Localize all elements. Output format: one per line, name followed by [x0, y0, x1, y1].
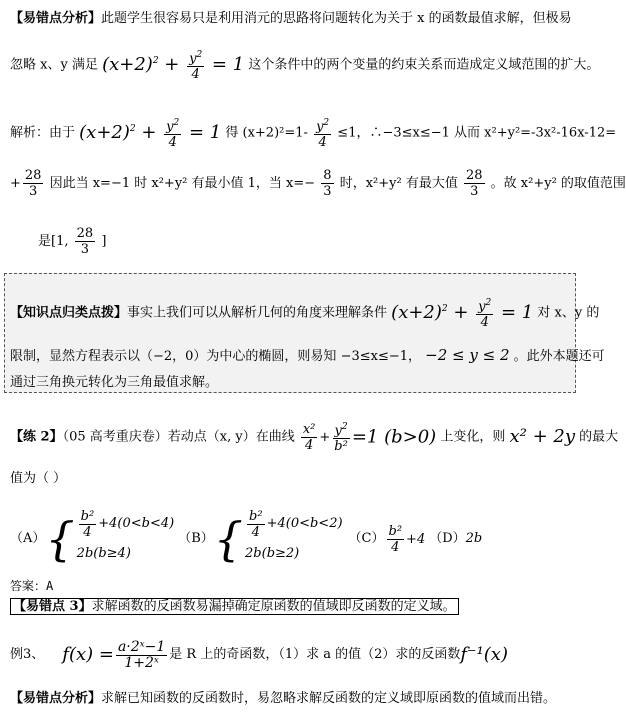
section-tag: 【易错点分析】: [10, 11, 102, 26]
paragraph-text: 求解已知函数的反函数时，易忽略求解反函数的定义域即原函数的值域而出错。: [101, 691, 557, 706]
paragraph-text: 解析：由于: [10, 125, 76, 141]
exercise-line-1: [10, 420, 619, 455]
knowledge-line-1: [10, 296, 600, 331]
paragraph-text: （05 高考重庆卷）若动点（x, y）在曲线: [62, 429, 295, 445]
target-expression: x² + 2y: [509, 426, 576, 448]
error-analysis-final: [10, 688, 570, 710]
paragraph-text: 的最大: [579, 429, 619, 445]
option-c-label: （C）: [348, 531, 385, 546]
paragraph-text: 因此当 x=−1 时 x²+y² 有最小值 1，当 x=−: [49, 176, 316, 191]
option-d-expression: 2b: [465, 531, 483, 546]
fraction-28-3: $\frac{28}{3}$: [465, 168, 483, 199]
paragraph-text: 时，x²+y² 有最大值: [339, 176, 458, 191]
curve-equation: $\frac{\text{x²}}{4}$ + $\frac{y^2}{\text{b²}}$ =1 (b>0): [302, 421, 437, 455]
paragraph-text: 值为（ ）: [10, 471, 67, 486]
paragraph-text: 。故 x²+y² 的取值范围: [490, 176, 626, 191]
error-analysis-line-1: [10, 8, 570, 30]
ellipse-equation: $(x+2)^2$ + $\frac{y^2}{4}$ = 1: [391, 298, 534, 331]
fraction: $\frac{y^2}{4}$: [189, 50, 203, 83]
option-b-piecewise: { $\frac{\text{b²}}{4}$ +4(0<b<2) 2b(b≥2): [213, 508, 343, 566]
solution-line-2: + $\frac{28}{3}$ 因此当 x=−1 时 x²+y² 有最小值 1，当 x=− $\frac{8}{3}$ 时，x²+y² 有最大值 $\frac{28}{3}$ 。故 x²+y² 的取值范围: [10, 168, 626, 199]
range-inequality: −2 ≤ y ≤ 2: [425, 346, 510, 364]
error-analysis-line-2: [10, 48, 600, 83]
option-c-expression: $\frac{\text{b²}}{4}$ +4: [388, 523, 426, 555]
boxed-statement: 【易错点 3】求解函数的反函数易漏掉确定原函数的值域即反函数的定义域。: [10, 598, 459, 615]
paragraph-text: 这个条件中的两个变量的约束关系而造成定义域范围的扩大。: [248, 57, 600, 73]
options-row: [10, 506, 570, 572]
section-tag: 【易错点分析】: [10, 691, 102, 706]
fraction-28-3: $\frac{28}{3}$: [76, 226, 94, 257]
paragraph-text: 上变化，则: [440, 429, 506, 445]
paragraph-text: 是 R 上的奇函数，（1）求 a 的值（2）求的反函数: [169, 647, 461, 662]
paragraph-text: 得 (x+2)²=1-: [225, 125, 308, 141]
knowledge-line-3: [10, 372, 570, 394]
paragraph-text: ]: [101, 234, 107, 249]
function-lhs: f(x) =: [62, 644, 114, 665]
inverse-function: f⁻¹(x): [460, 644, 508, 665]
fraction-8-3: $\frac{8}{3}$: [323, 168, 332, 199]
section-tag: 【知识点归类点拨】: [10, 305, 128, 321]
section-tag: 【练 2】: [10, 429, 63, 445]
paragraph-text: 对 x、y 的: [537, 305, 600, 321]
example-label: 例3、: [10, 647, 45, 662]
paragraph-text: 通过三角换元转化为三角最值求解。: [10, 375, 219, 390]
function-fraction: $\frac{\text{a·2ˣ−1}}{\text{1+2ˣ}}$: [117, 638, 166, 671]
paragraph-text: 。此外本题还可: [513, 349, 605, 364]
fraction: $\frac{y^2}{4}$: [316, 118, 330, 151]
paragraph-text: 事实上我们可以从解析几何的角度来理解条件: [127, 305, 388, 321]
answer-text: 答案：A: [10, 579, 54, 593]
error-point-3: [10, 598, 570, 616]
paragraph-text: 忽略 x、y 满足: [10, 57, 98, 73]
fraction-28-3: $\frac{28}{3}$: [24, 168, 42, 199]
paragraph-text: 限制，显然方程表示以（−2，0）为中心的椭圆，则易知 −3≤x≤−1，: [10, 349, 422, 364]
solution-line-1: [10, 116, 617, 151]
paragraph-text: 此题学生很容易只是利用消元的思路将问题转化为关于 x 的函数最值求解，但极易: [101, 11, 572, 26]
equation: $(x+2)^2$ + $\frac{y^2}{4}$ = 1: [79, 118, 222, 151]
option-a-label: （A）: [10, 531, 46, 546]
paragraph-text: ≤1，∴−3≤x≤−1 从而 x²+y²=-3x²-16x-12=: [337, 125, 617, 141]
option-d-label: （D）: [429, 531, 466, 546]
exercise-line-2: [10, 468, 570, 490]
ellipse-equation: $(x+2)^2$ + $\frac{y^2}{4}$ = 1: [102, 50, 245, 83]
example-3-line: [10, 638, 570, 672]
paragraph-text: 是[1,: [38, 234, 69, 249]
option-b-label: （B）: [178, 531, 214, 546]
knowledge-line-2: [10, 344, 605, 368]
solution-line-3: [38, 226, 570, 257]
option-a-piecewise: { $\frac{\text{b²}}{4}$ +4(0<b<4) 2b(b≥4): [45, 508, 175, 566]
